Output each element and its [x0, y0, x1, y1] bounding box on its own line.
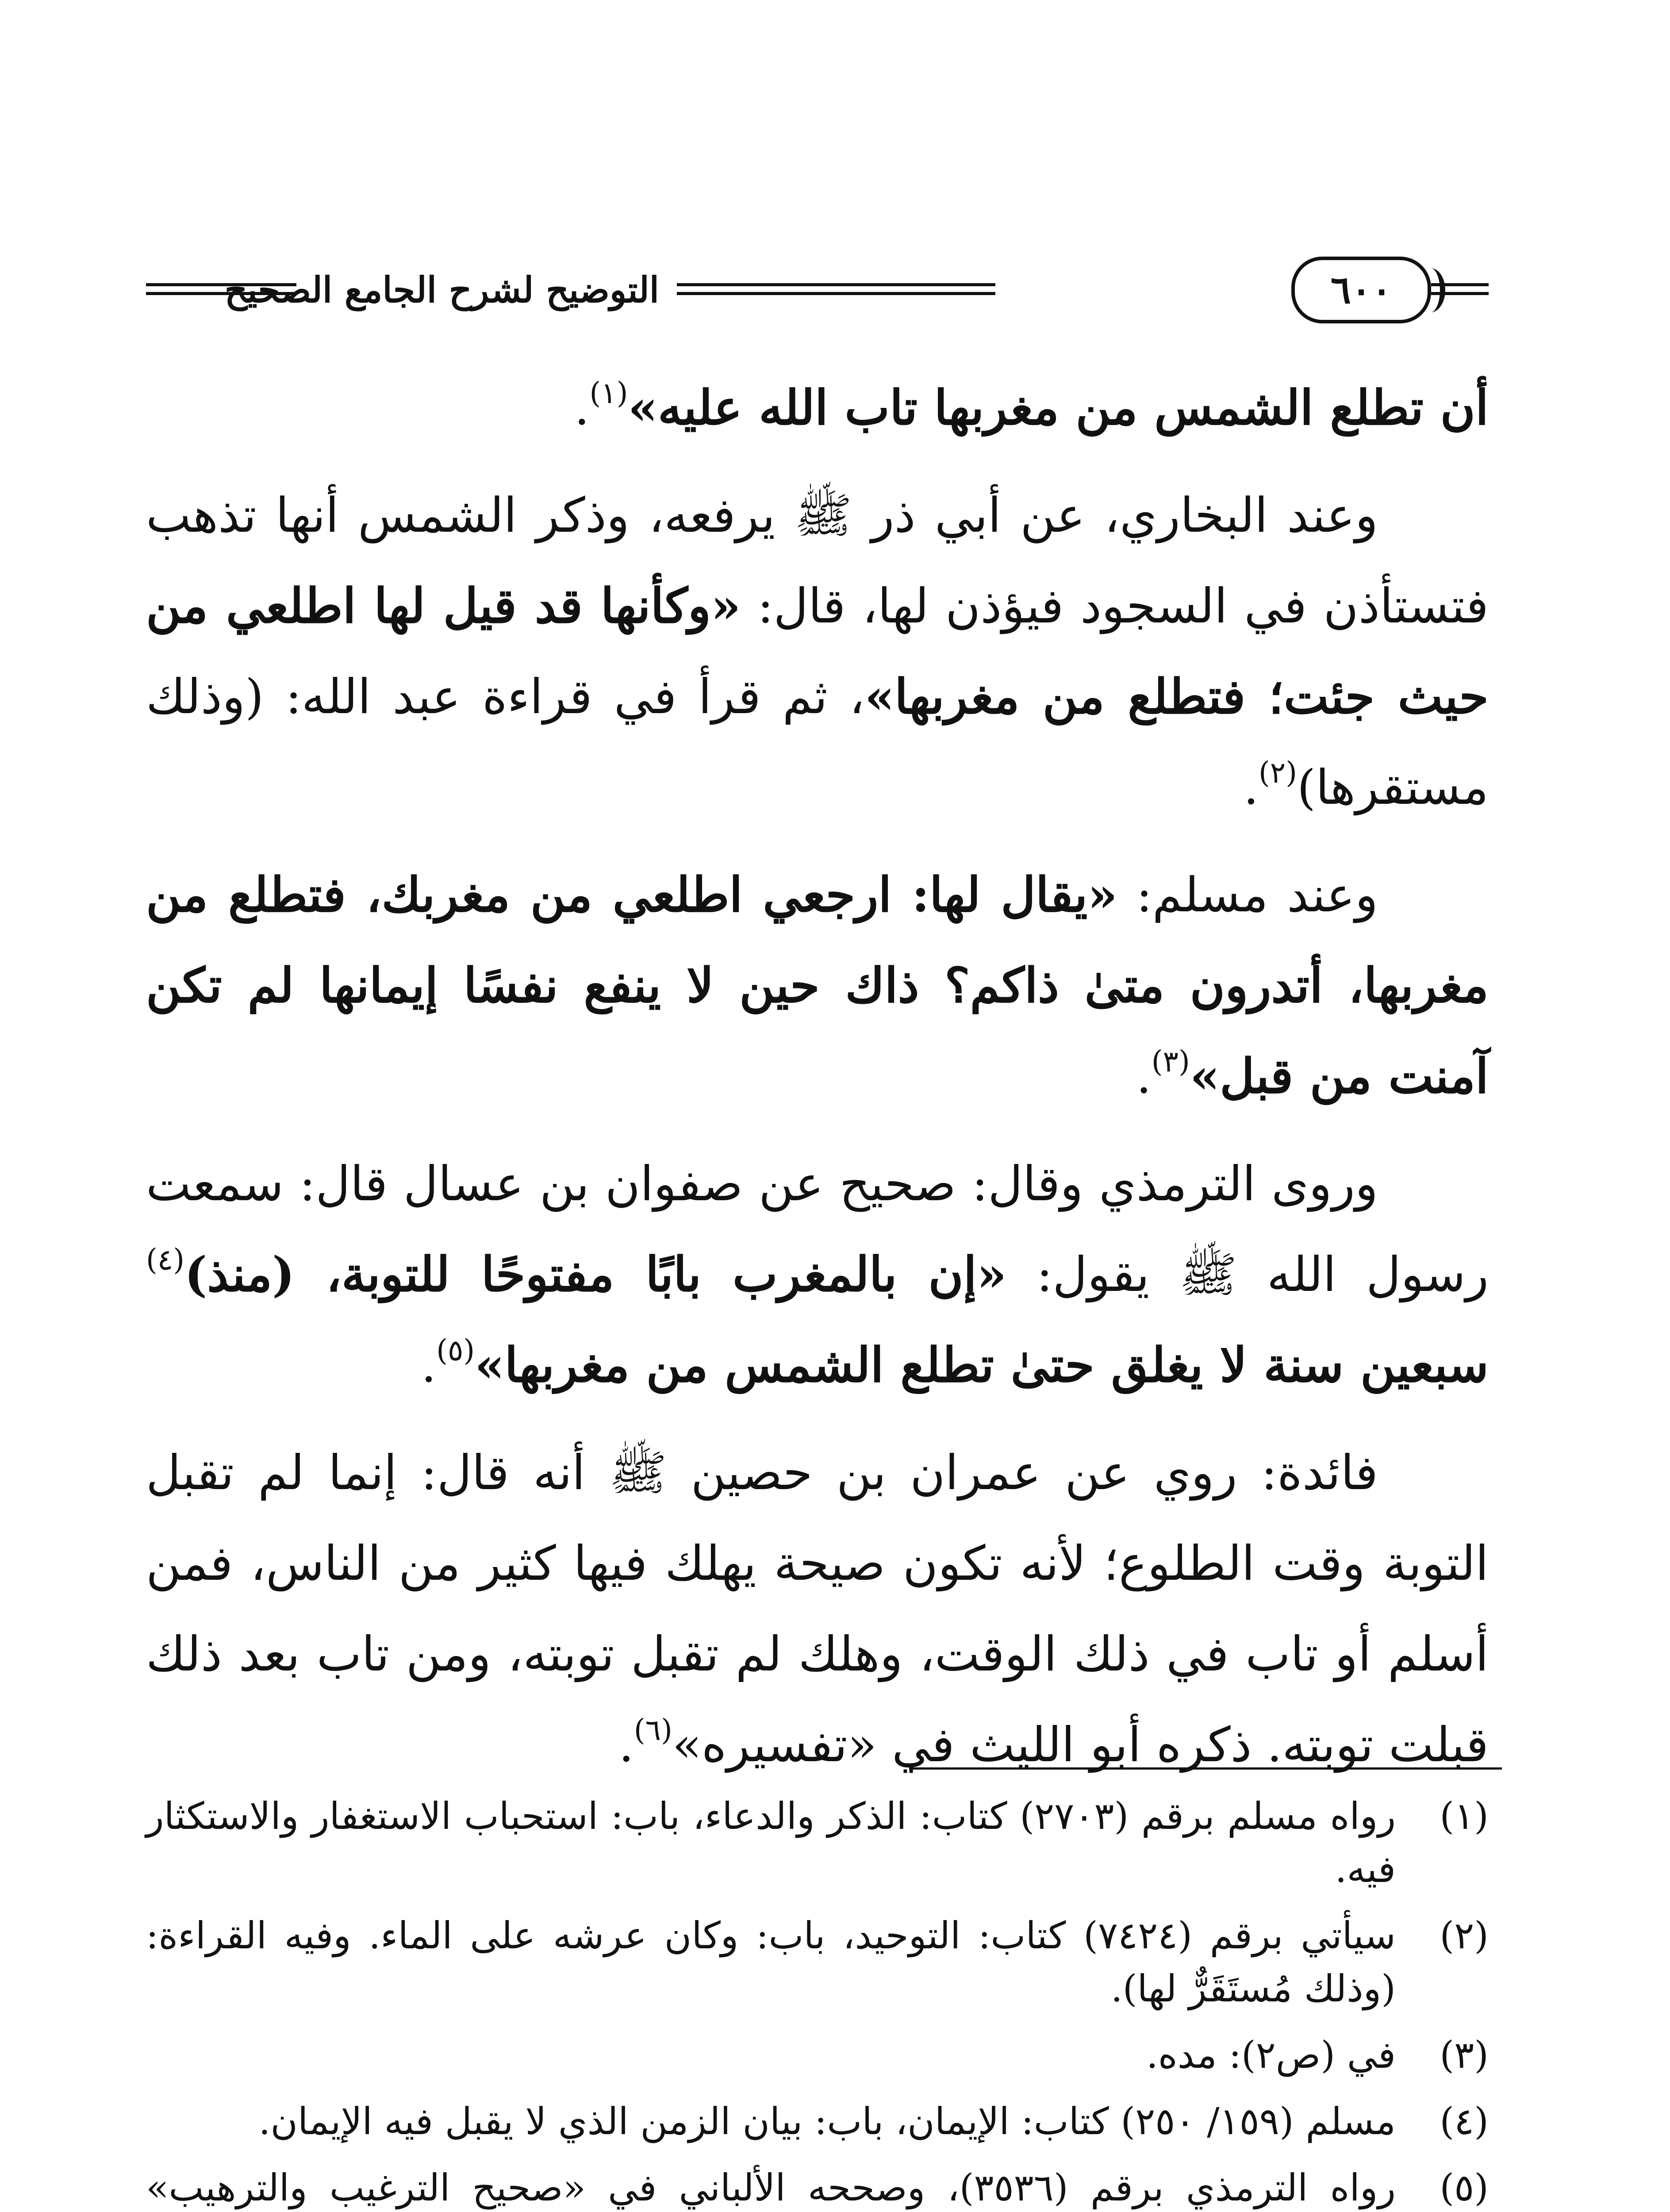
footnote-number: (٤): [1440, 2100, 1489, 2143]
footnote-text: مسلم (١٥٩/ ٢٥٠) كتاب: الإيمان، باب: بيان الزمن الذي لا يقبل فيه الإيمان.: [258, 2100, 1396, 2143]
footnote: [146, 1790, 1489, 1896]
footnote-separator: [909, 1767, 1502, 1770]
text-run: .: [421, 1338, 437, 1393]
main-text: [146, 363, 1489, 1807]
footnote: [146, 2028, 1489, 2081]
running-title: التوضيح لشرح الجامع الصحيح: [224, 269, 659, 311]
text-run: ، ثم قرأ في قراءة عبد الله: (وذلك مستقرها): [146, 669, 1489, 815]
paragraph: [146, 363, 1489, 453]
footnote-marker[interactable]: (١): [589, 376, 628, 410]
footnote: [146, 1909, 1489, 2015]
paragraph: [146, 470, 1489, 833]
footnote-number: (١): [1440, 1794, 1489, 1838]
footnotes: [146, 1790, 1489, 2212]
text-run: .: [1136, 1049, 1152, 1104]
text-run: .: [1243, 760, 1259, 815]
page-number: ٦٠٠: [1291, 257, 1431, 323]
footnote-number: (٣): [1440, 2033, 1489, 2077]
text-run: .: [618, 1717, 634, 1773]
header-rule: [677, 283, 995, 295]
footnote-number: (٢): [1440, 1914, 1489, 1957]
hadith-quote: أن تطلع الشمس من مغربها تاب الله عليه»: [628, 380, 1489, 436]
hadith-quote: «إن بالمغرب بابًا مفتوحًا للتوبة، (منذ): [184, 1247, 1007, 1302]
text-run: وعند البخاري، عن أبي ذر ﷺ يرفعه، وذكر الشمس أنها تذهب فتستأذن في السجود فيؤذن لها، قال:: [146, 488, 1489, 634]
header-rule: [146, 283, 296, 295]
paragraph: [146, 1428, 1489, 1790]
footnote-number: (٥): [1440, 2166, 1489, 2209]
hadith-quote: «يقال لها: ارجعي اطلعي من مغربك، فتطلع من مغربها، أتدرون متىٰ ذاكم؟ ذاك حين لا ينفع نفسًا إيمانها لم تكن آمنت من قبل»: [146, 867, 1489, 1104]
footnote-marker[interactable]: (٥): [436, 1333, 475, 1367]
footnote-marker[interactable]: (٢): [1259, 756, 1297, 790]
text-run: وروى الترمذي وقال: صحيح عن صفوان بن عسال قال: سمعت رسول الله ﷺ يقول:: [146, 1156, 1489, 1302]
text-run: وعند مسلم:: [1117, 868, 1378, 923]
footnote-text: رواه مسلم برقم (٢٧٠٣) كتاب: الذكر والدعاء، باب: استحباب الاستغفار والاستكثار فيه.: [146, 1794, 1396, 1891]
footnote: [146, 2161, 1489, 2212]
paragraph: [146, 1139, 1489, 1411]
hadith-quote: «وكأنها قد قيل لها اطلعي من حيث جئت؛ فتطلع من مغربها»: [146, 578, 1489, 725]
footnote: [146, 2095, 1489, 2148]
paragraph: [146, 850, 1489, 1122]
footnote-text: في (ص٢): مده.: [1146, 2033, 1396, 2077]
footnote-marker[interactable]: (٤): [146, 1243, 184, 1277]
footnote-text: سيأتي برقم (٧٤٢٤) كتاب: التوحيد، باب: وكان عرشه على الماء. وفيه القراءة: (وذلك مُستَقَرٌّ لها).: [146, 1914, 1396, 2010]
page-header: [146, 248, 1489, 332]
footnote-marker[interactable]: (٦): [633, 1713, 672, 1747]
text-run: .: [574, 380, 590, 436]
hadith-quote: سبعين سنة لا يغلق حتىٰ تطلع الشمس من مغربها»: [475, 1337, 1489, 1393]
text-run: فائدة: روي عن عمران بن حصين ﷺ أنه قال: إنما لم تقبل التوبة وقت الطلوع؛ لأنه تكون صيحة يهلك فيها كثير من الناس، فمن أسلم أو تاب في ذلك الوقت، وهلك لم تقبل توبته، ومن تاب بعد ذلك قبلت توبته. ذكره أبو الليث في «تفسيره»: [146, 1445, 1489, 1773]
footnote-marker[interactable]: (٣): [1151, 1045, 1190, 1079]
footnote-text: رواه الترمذي برقم (٣٥٣٦)، وصححه الألباني في «صحيح الترغيب والترهيب»: [146, 2166, 1396, 2209]
